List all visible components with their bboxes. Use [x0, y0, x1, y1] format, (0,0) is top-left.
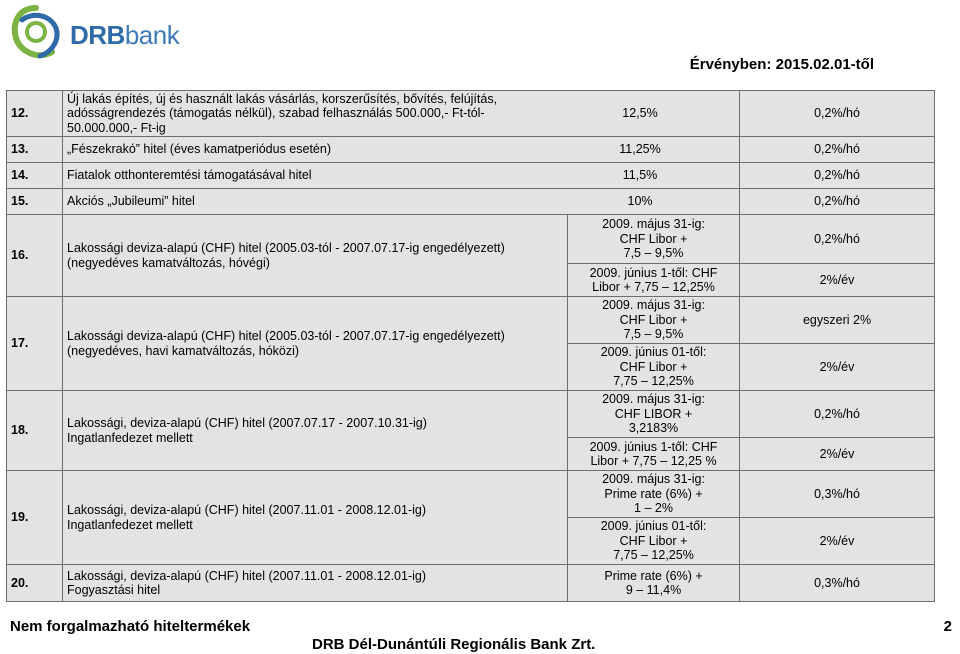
- loan-description-line1: Lakossági deviza-alapú (CHF) hitel (2005.03-tól - 2007.07.17-ig engedélyezett): [67, 329, 505, 343]
- interest-rate: 11,25%: [619, 142, 661, 157]
- fee: 2%/év: [740, 518, 935, 565]
- row-number: 16.: [7, 215, 63, 297]
- loan-description: [63, 471, 568, 565]
- table-row: [7, 91, 935, 137]
- loan-description: Akciós „Jubileumi” hitel: [67, 194, 195, 209]
- row-number: 19.: [7, 471, 63, 565]
- rate-line: CHF Libor +: [619, 231, 688, 246]
- interest-rate: 12,5%: [622, 106, 658, 121]
- fee: 2%/év: [740, 438, 935, 471]
- fee: 0,3%/hó: [740, 565, 935, 602]
- rate-line: Prime rate (6%) +: [604, 568, 703, 583]
- interest-rate: 10%: [627, 194, 653, 209]
- footer-note: Nem forgalmazható hiteltermékek: [10, 618, 251, 635]
- row-number: 13.: [7, 137, 63, 163]
- row-number: 12.: [7, 91, 63, 137]
- rate-condition: [568, 215, 740, 264]
- row-number: 14.: [7, 163, 63, 189]
- rate-line: CHF LIBOR +: [614, 406, 693, 421]
- rate-line: 2009. május 31-ig:: [602, 298, 705, 313]
- rate-line: Libor + 7,75 – 12,25%: [592, 280, 715, 294]
- fee: 0,2%/hó: [740, 391, 935, 438]
- rate-condition: [568, 518, 740, 565]
- table-row: [7, 565, 935, 602]
- rate-line: CHF Libor +: [619, 312, 688, 327]
- table-row: [7, 391, 935, 438]
- row-number: 15.: [7, 189, 63, 215]
- fee: 0,2%/hó: [740, 163, 935, 189]
- loan-description: [63, 297, 568, 391]
- fee: 0,3%/hó: [740, 471, 935, 518]
- rate-line: 7,5 – 9,5%: [623, 327, 684, 342]
- loan-description-line2: Fogyasztási hitel: [67, 583, 161, 597]
- rate-condition: [568, 438, 740, 471]
- loan-description: Fiatalok otthonteremtési támogatásával hitel: [67, 168, 312, 183]
- rate-line: 9 – 11,4%: [625, 583, 682, 597]
- drb-bank-logo: [8, 2, 180, 68]
- row-number: 17.: [7, 297, 63, 391]
- loan-description: [63, 565, 568, 602]
- loan-description: [63, 215, 568, 297]
- loan-desc-cell: [63, 189, 740, 215]
- rate-line: 2009. június 01-től:: [600, 345, 707, 360]
- fee: egyszeri 2%: [740, 297, 935, 344]
- logo-wordmark: DRBbank: [70, 20, 180, 50]
- table-row: [7, 297, 935, 344]
- loan-desc-cell: [63, 137, 740, 163]
- rate-condition: [568, 297, 740, 344]
- fee: 0,2%/hó: [740, 215, 935, 264]
- fee: 2%/év: [740, 264, 935, 297]
- loan-desc-cell: [63, 91, 740, 137]
- loan-description-line2: (negyedéves, havi kamatváltozás, hóközi): [67, 343, 300, 358]
- rate-line: 3,2183%: [628, 421, 679, 436]
- interest-rate: 11,5%: [622, 168, 658, 183]
- table-row: [7, 163, 935, 189]
- rate-line: 2009. június 01-től:: [600, 519, 707, 534]
- fee: 0,2%/hó: [740, 189, 935, 215]
- footer-bank-name: DRB Dél-Dunántúli Regionális Bank Zrt.: [312, 636, 596, 653]
- loan-description-line1: Lakossági, deviza-alapú (CHF) hitel (2007.07.17 - 2007.10.31-ig): [67, 416, 427, 430]
- logo-swirl-icon: [8, 2, 64, 68]
- rate-condition: [568, 264, 740, 297]
- table-row: [7, 471, 935, 518]
- loan-description-line2: Ingatlanfedezet mellett: [67, 430, 193, 445]
- rate-condition: [568, 344, 740, 391]
- rate-line: 2009. június 1-től: CHF: [589, 265, 718, 280]
- loan-description-line1: Lakossági, deviza-alapú (CHF) hitel (2007.11.01 - 2008.12.01-ig): [67, 503, 426, 517]
- loan-description: „Fészekrakó” hitel (éves kamatperiódus esetén): [67, 142, 332, 157]
- loan-description-line2: Ingatlanfedezet mellett: [67, 517, 193, 532]
- rate-condition: [568, 391, 740, 438]
- table-row: [7, 137, 935, 163]
- table-row: [7, 215, 935, 264]
- fee: 0,2%/hó: [740, 137, 935, 163]
- rate-line: 2009. május 31-ig:: [602, 472, 705, 487]
- loan-description: Új lakás építés, új és használt lakás vásárlás, korszerűsítés, bővítés, felújítás, adósságrendezés (támogatás nélkül), szabad felhasználás 500.000,- Ft-tól-50.000.000,- Ft-ig: [67, 91, 498, 135]
- rate-condition: [568, 471, 740, 518]
- rate-line: 7,5 – 9,5%: [623, 246, 684, 261]
- loan-description-line2: (negyedéves kamatváltozás, hóvégi): [67, 255, 270, 270]
- loan-description: [63, 391, 568, 471]
- loan-description-line1: Lakossági, deviza-alapú (CHF) hitel (2007.11.01 - 2008.12.01-ig): [67, 568, 426, 583]
- row-number: 20.: [7, 565, 63, 602]
- rate-line: CHF Libor +: [619, 533, 688, 548]
- rate-line: 1 – 2%: [634, 501, 673, 516]
- loan-description-line1: Lakossági deviza-alapú (CHF) hitel (2005.03-tól - 2007.07.17-ig engedélyezett): [67, 241, 505, 255]
- rate-line: 7,75 – 12,25%: [613, 374, 694, 389]
- rate-line: 7,75 – 12,25%: [613, 548, 694, 563]
- valid-from-date: Érvényben: 2015.02.01-től: [689, 56, 874, 73]
- loan-rates-table: [6, 90, 935, 602]
- fee: 0,2%/hó: [740, 91, 935, 137]
- row-number: 18.: [7, 391, 63, 471]
- rate-line: 2009. június 1-től: CHF: [589, 439, 718, 454]
- rate-line: Prime rate (6%) +: [604, 486, 703, 501]
- rate-line: 2009. május 31-ig:: [602, 392, 705, 407]
- rate-line: CHF Libor +: [619, 359, 688, 374]
- fee: 2%/év: [740, 344, 935, 391]
- loan-desc-cell: [63, 163, 740, 189]
- table-row: [7, 189, 935, 215]
- rate-line: Libor + 7,75 – 12,25 %: [590, 454, 717, 468]
- rate-condition: [568, 565, 740, 602]
- page-number: 2: [943, 618, 952, 635]
- rate-line: 2009. május 31-ig:: [602, 217, 705, 232]
